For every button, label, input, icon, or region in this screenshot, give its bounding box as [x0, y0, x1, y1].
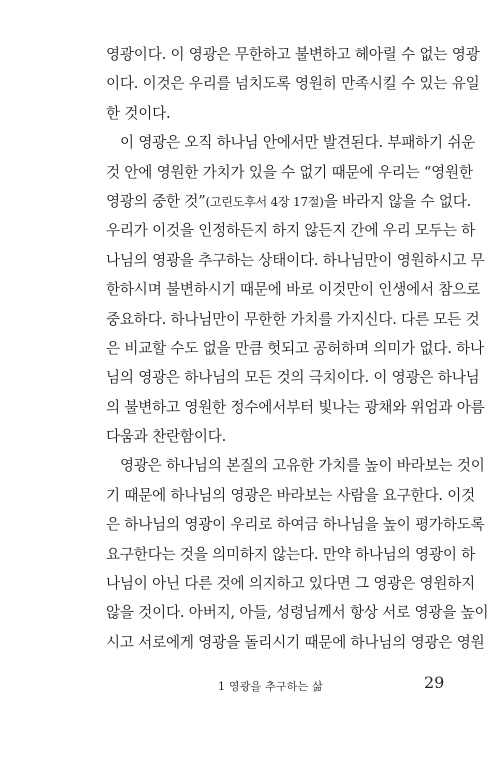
page-number: 29 — [424, 673, 445, 692]
text-line: 한 것이다. — [106, 104, 171, 122]
page-footer — [0, 672, 500, 702]
text-line: 것 안에 영원한 가치가 있을 수 없기 때문에 우리는 “영원한 — [106, 163, 473, 181]
running-title: 1 영광을 추구하는 삶 — [218, 680, 323, 693]
text-line: 님의 영광은 하나님의 모든 것의 극치이다. 이 영광은 하나님 — [106, 369, 480, 387]
text-line: 은 하나님의 영광이 우리로 하여금 하나님을 높이 평가하도록 — [106, 516, 485, 534]
text-line: 중요하다. 하나님만이 무한한 가치를 가지신다. 다른 모든 것 — [106, 310, 480, 328]
text-fragment: 을 바라지 않을 수 없다. — [323, 192, 472, 210]
text-line: 나님이 아닌 다른 것에 의지하고 있다면 그 영광은 영원하지 — [106, 575, 476, 593]
scripture-reference: (고린도후서 4장 17절) — [205, 194, 324, 209]
text-line: 영광은 하나님의 본질의 고유한 가치를 높이 바라보는 것이 — [120, 457, 485, 475]
text-line: 이다. 이것은 우리를 넘치도록 영원히 만족시킬 수 있는 유일 — [106, 75, 480, 93]
text-line: 않을 것이다. 아버지, 아들, 성령님께서 항상 서로 영광을 높이 — [106, 604, 489, 622]
text-line: 의 불변하고 영원한 정수에서부터 빛나는 광채와 위엄과 아름 — [106, 398, 485, 416]
text-line: 요구한다는 것을 의미하지 않는다. 만약 하나님의 영광이 하 — [106, 545, 476, 563]
text-line: 기 때문에 하나님의 영광은 바라보는 사람을 요구한다. 이것 — [106, 486, 476, 504]
text-line: 우리가 이것을 인정하든지 하지 않든지 간에 우리 모두는 하 — [106, 222, 476, 240]
text-line: 한하시며 불변하시기 때문에 바로 이것만이 인생에서 참으로 — [106, 281, 481, 299]
text-line-with-reference — [106, 187, 472, 216]
text-line: 은 비교할 수도 없을 만큼 헛되고 공허하며 의미가 없다. 하나 — [106, 339, 484, 357]
text-line: 이 영광은 오직 하나님 안에서만 발견된다. 부패하기 쉬운 — [120, 134, 476, 152]
text-fragment: 영광의 중한 것” — [106, 192, 206, 210]
body-text — [106, 40, 489, 657]
text-line: 나님의 영광을 추구하는 상태이다. 하나님만이 영원하시고 무 — [106, 251, 485, 269]
text-line: 다움과 찬란함이다. — [106, 428, 227, 446]
text-line: 영광이다. 이 영광은 무한하고 불변하고 헤아릴 수 없는 영광 — [106, 46, 480, 63]
text-line: 시고 서로에게 영광을 돌리시기 때문에 하나님의 영광은 영원 — [106, 633, 485, 651]
